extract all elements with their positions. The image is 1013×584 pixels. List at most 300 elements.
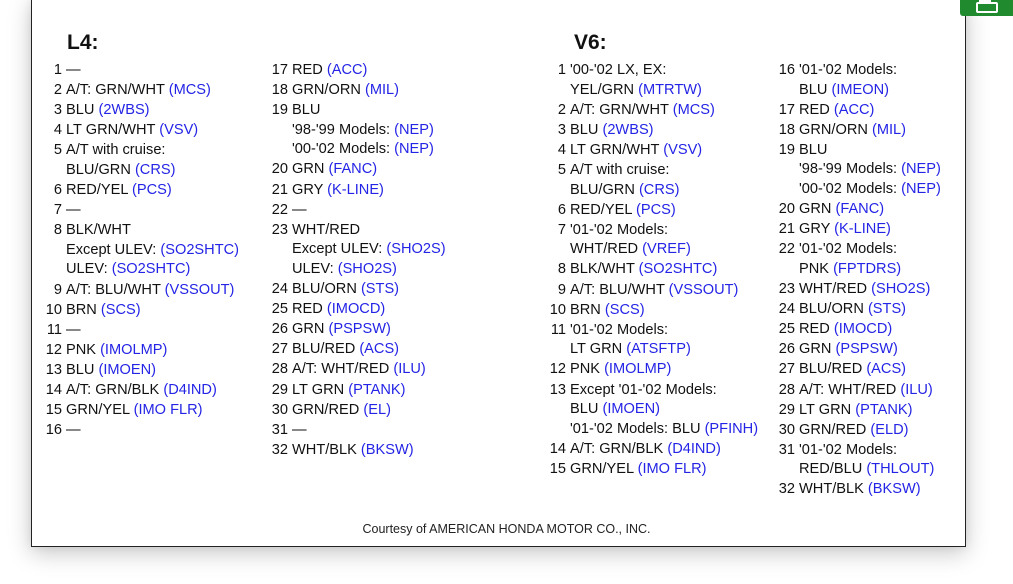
pin-entry: [42, 401, 239, 421]
pin-number: 31: [778, 441, 795, 458]
description-line: [66, 61, 81, 81]
pin-number: 16: [778, 62, 795, 78]
pin-entry: [42, 61, 239, 81]
description-line: [799, 320, 892, 340]
wire-color: GRY: [292, 181, 328, 198]
pin-description: [799, 101, 874, 121]
wire-color: RED: [799, 321, 834, 338]
pin-entry: [42, 301, 239, 321]
wire-color: WHT/BLK: [292, 441, 361, 458]
pin-entry: [268, 160, 446, 180]
pin-entry: [775, 320, 941, 340]
description-line: [66, 381, 217, 401]
pin-entry: [546, 360, 758, 380]
description-line: [292, 401, 391, 421]
wire-color: GRN/YEL: [66, 402, 134, 419]
wire-color: A/T: GRN/WHT: [66, 82, 169, 99]
wire-color: YEL/GRN: [570, 81, 639, 98]
pin-description: [292, 181, 384, 201]
wire-color: BLU/ORN: [292, 281, 361, 298]
circuit-code: (CRS): [638, 181, 680, 198]
description-line: [292, 360, 426, 380]
pin-number: 23: [778, 281, 795, 298]
wire-color: '00-'02 LX, EX:: [570, 62, 667, 78]
circuit-code: (SHO2S): [386, 241, 446, 258]
pin-number: 8: [557, 261, 566, 278]
description-line: [292, 381, 406, 401]
wire-color: LT GRN/WHT: [570, 141, 664, 158]
pin-description: [66, 201, 81, 221]
description-line: [66, 141, 175, 161]
pin-number: 21: [778, 221, 795, 238]
description-line: [570, 340, 691, 360]
wire-color: BLU/RED: [799, 361, 867, 378]
circuit-code: (2WBS): [602, 121, 654, 138]
description-line: [292, 300, 385, 320]
description-line: [292, 140, 434, 160]
v6-pin-column-1: [546, 61, 758, 480]
wire-color: WHT/BLK: [799, 481, 868, 498]
description-line: [799, 180, 941, 200]
pin-description: [66, 221, 239, 280]
description-line: [799, 160, 941, 180]
l4-pin-column-2: [268, 61, 446, 461]
pin-number: 7: [53, 202, 62, 219]
circuit-code: (STS): [867, 301, 907, 318]
description-line: [66, 101, 150, 121]
wire-color: LT GRN/WHT: [66, 122, 160, 139]
pin-entry: [775, 360, 941, 380]
wire-color: PNK: [799, 260, 834, 277]
pin-entry: [42, 121, 239, 141]
description-line: [292, 61, 367, 81]
wire-color: '01-'02 Models: BLU: [570, 420, 705, 437]
description-line: [570, 181, 679, 201]
pin-number: 10: [45, 301, 62, 318]
pin-entry: [546, 141, 758, 161]
circuit-code: (IMEON): [831, 81, 890, 98]
pin-description: [66, 301, 141, 321]
description-line: [799, 460, 934, 480]
wire-color: Except '01-'02 Models:: [570, 381, 717, 398]
description-line: [292, 101, 434, 121]
pin-number: 18: [271, 82, 288, 99]
pin-number: 28: [778, 381, 795, 398]
pin-entry: [546, 221, 758, 260]
description-line: [799, 441, 934, 461]
pin-number: 25: [778, 321, 795, 338]
description-line: [799, 81, 897, 101]
circuit-code: (IMO FLR): [637, 460, 707, 477]
pin-number: 23: [271, 221, 288, 238]
wire-color: A/T with cruise:: [570, 161, 670, 178]
wire-color: A/T: BLU/WHT: [66, 281, 165, 298]
pin-number: 9: [53, 281, 62, 298]
pin-entry: [42, 141, 239, 180]
circuit-code: (NEP): [901, 181, 941, 198]
description-line: [66, 361, 156, 381]
circuit-code: (ELD): [870, 421, 909, 438]
pin-entry: [775, 141, 941, 200]
wire-color: LT GRN: [799, 401, 856, 418]
wire-color: '01-'02 Models:: [570, 321, 669, 338]
circuit-code: (MIL): [871, 121, 907, 138]
pin-entry: [775, 200, 941, 220]
description-line: [799, 280, 930, 300]
pin-description: [799, 240, 901, 279]
pin-description: [570, 260, 717, 280]
description-line: [570, 301, 645, 321]
circuit-code: (ATSFTP): [626, 341, 691, 358]
wire-color: Except ULEV:: [292, 241, 387, 258]
wire-color: A/T: BLU/WHT: [570, 281, 669, 298]
pin-entry: [268, 221, 446, 280]
wire-color: GRY: [799, 221, 835, 238]
wire-color: A/T: GRN/BLK: [66, 382, 164, 398]
circuit-code: (MCS): [168, 82, 211, 99]
pin-entry: [42, 341, 239, 361]
wire-color: WHT/RED: [570, 241, 643, 258]
description-line: [292, 421, 307, 441]
pin-number: 22: [271, 201, 288, 218]
description-line: [570, 101, 715, 121]
pin-number: 5: [557, 161, 566, 178]
circuit-code: (ACC): [833, 101, 875, 118]
pin-description: [570, 101, 715, 121]
pin-entry: [775, 240, 941, 279]
wire-color: —: [66, 202, 81, 219]
pin-number: 3: [53, 102, 62, 119]
description-line: [799, 240, 901, 260]
pin-description: [292, 340, 399, 360]
pin-entry: [268, 401, 446, 421]
pin-description: [66, 121, 198, 141]
pin-number: 30: [271, 401, 288, 418]
circuit-code: (MIL): [364, 82, 400, 99]
wire-color: —: [66, 422, 81, 439]
pin-entry: [42, 421, 239, 441]
description-line: [66, 301, 141, 321]
section-title-v6: V6:: [574, 31, 607, 54]
pin-description: [570, 381, 758, 440]
circuit-code: (ACS): [359, 341, 400, 358]
print-button[interactable]: [960, 0, 1013, 16]
circuit-code: (MCS): [672, 101, 715, 118]
pin-number: 11: [46, 321, 62, 338]
pin-number: 15: [549, 460, 566, 477]
pin-entry: [42, 381, 239, 401]
pin-entry: [546, 201, 758, 221]
circuit-code: (SHO2S): [337, 260, 397, 277]
description-line: [292, 201, 307, 221]
pin-description: [570, 440, 721, 460]
wire-color: LT GRN: [570, 341, 627, 358]
circuit-code: (K-LINE): [327, 181, 384, 198]
description-line: [292, 160, 377, 180]
pin-entry: [268, 181, 446, 201]
circuit-code: (2WBS): [98, 102, 150, 119]
wire-color: RED/YEL: [66, 182, 132, 199]
pin-description: [292, 360, 426, 380]
description-line: [799, 360, 906, 380]
wire-color: BLK/WHT: [66, 222, 131, 239]
wire-color: RED/BLU: [799, 461, 867, 478]
description-line: [292, 81, 399, 101]
pin-number: 4: [557, 141, 566, 158]
description-line: [799, 220, 891, 240]
pin-description: [799, 320, 892, 340]
pin-number: 11: [550, 321, 566, 338]
pin-number: 10: [549, 301, 566, 318]
pin-description: [66, 381, 217, 401]
pin-number: 4: [53, 122, 62, 139]
description-line: [799, 200, 884, 220]
description-line: [799, 141, 941, 161]
wire-color: '98-'99 Models:: [292, 121, 395, 138]
wire-color: A/T with cruise:: [66, 142, 166, 159]
circuit-code: (CRS): [134, 161, 176, 178]
pin-entry: [42, 101, 239, 121]
pin-entry: [775, 280, 941, 300]
pin-number: 22: [778, 241, 795, 258]
circuit-code: (FANC): [835, 201, 885, 218]
pin-number: 8: [53, 222, 62, 239]
wire-color: '01-'02 Models:: [799, 441, 898, 458]
pin-entry: [268, 101, 446, 160]
circuit-code: (ACC): [326, 62, 368, 78]
wire-color: WHT/RED: [799, 281, 872, 298]
wire-color: GRN: [799, 201, 836, 218]
wire-color: GRN/RED: [292, 401, 364, 418]
description-line: [570, 360, 671, 380]
pin-entry: [775, 61, 941, 100]
circuit-code: (PSPSW): [328, 321, 391, 338]
description-line: [66, 281, 234, 301]
wire-color: RED/YEL: [570, 201, 636, 218]
circuit-code: (VREF): [642, 241, 691, 258]
pin-description: [570, 281, 738, 301]
pin-entry: [268, 320, 446, 340]
pin-description: [570, 201, 676, 221]
description-line: [570, 201, 676, 221]
wire-color: Except ULEV:: [66, 241, 161, 258]
pin-entry: [546, 101, 758, 121]
pin-entry: [268, 280, 446, 300]
circuit-code: (FANC): [328, 161, 378, 178]
wire-color: A/T: WHT/RED: [799, 381, 901, 398]
description-line: [66, 81, 211, 101]
wire-color: GRN: [292, 321, 329, 338]
description-line: [292, 441, 414, 461]
pin-description: [292, 300, 385, 320]
circuit-code: (IMOEN): [602, 401, 661, 418]
pin-entry: [546, 381, 758, 440]
pin-number: 14: [45, 382, 62, 398]
circuit-code: (SHO2S): [871, 281, 931, 298]
pin-description: [292, 320, 391, 340]
circuit-code: (BKSW): [360, 441, 414, 458]
pin-number: 27: [271, 341, 288, 358]
description-line: [799, 300, 906, 320]
pin-description: [292, 221, 446, 280]
description-line: [799, 121, 906, 141]
pin-entry: [268, 61, 446, 81]
wire-color: GRN: [292, 161, 329, 178]
wire-color: BLU: [799, 81, 832, 98]
credit-text: Courtesy of AMERICAN HONDA MOTOR CO., INC.: [362, 522, 651, 536]
wire-color: GRN/RED: [799, 421, 871, 438]
wire-color: '00-'02 Models:: [799, 181, 902, 198]
circuit-code: (SCS): [604, 301, 645, 318]
pin-description: [570, 360, 671, 380]
description-line: [799, 101, 874, 121]
description-line: [799, 480, 921, 500]
wire-color: BRN: [66, 301, 101, 318]
pin-entry: [268, 381, 446, 401]
pin-number: 27: [778, 361, 795, 378]
pin-number: 16: [45, 422, 62, 439]
description-line: [570, 161, 679, 181]
pin-description: [799, 381, 933, 401]
description-line: [66, 260, 239, 280]
description-line: [570, 400, 758, 420]
wire-color: —: [292, 201, 307, 218]
pin-entry: [775, 300, 941, 320]
pin-entry: [546, 440, 758, 460]
circuit-code: (VSV): [663, 141, 703, 158]
pin-entry: [42, 321, 239, 341]
wire-color: BRN: [570, 301, 605, 318]
pin-number: 13: [549, 381, 566, 398]
circuit-code: (SO2SHTC): [111, 261, 191, 278]
description-line: [66, 401, 203, 421]
pin-number: 20: [778, 201, 795, 218]
description-line: [66, 181, 172, 201]
circuit-code: (PTANK): [348, 381, 406, 398]
wire-color: BLU: [66, 102, 99, 119]
pin-description: [66, 421, 81, 441]
wire-color: BLK/WHT: [570, 261, 639, 278]
wire-color: LT GRN: [292, 381, 349, 398]
pin-number: 2: [53, 82, 62, 99]
pin-number: 12: [45, 341, 62, 358]
wire-color: —: [66, 62, 81, 78]
circuit-code: (FPTDRS): [833, 260, 902, 277]
pin-number: 13: [45, 361, 62, 378]
pin-description: [66, 281, 234, 301]
pin-entry: [775, 121, 941, 141]
l4-pin-column-1: [42, 61, 239, 441]
description-line: [570, 460, 707, 480]
wire-color: A/T: WHT/RED: [292, 361, 394, 378]
circuit-code: (K-LINE): [834, 221, 891, 238]
pin-entry: [268, 421, 446, 441]
wire-color: ULEV:: [292, 260, 338, 277]
wire-color: '98-'99 Models:: [799, 161, 902, 178]
pin-entry: [268, 300, 446, 320]
pin-description: [66, 81, 211, 101]
wire-color: —: [292, 421, 307, 438]
pin-description: [292, 160, 377, 180]
pin-entry: [546, 301, 758, 321]
description-line: [292, 340, 399, 360]
circuit-code: (D4IND): [667, 440, 721, 457]
wire-color: BLU: [570, 121, 603, 138]
description-line: [799, 381, 933, 401]
wire-color: ULEV:: [66, 261, 112, 278]
pin-entry: [268, 201, 446, 221]
pin-entry: [42, 221, 239, 280]
pin-description: [570, 161, 679, 200]
pin-description: [799, 280, 930, 300]
wire-color: A/T: GRN/BLK: [570, 440, 668, 457]
pin-entry: [775, 421, 941, 441]
wire-color: RED: [799, 101, 834, 118]
pin-description: [570, 460, 707, 480]
circuit-code: (ILU): [393, 361, 426, 378]
wire-color: WHT/RED: [292, 221, 361, 238]
pin-description: [66, 141, 175, 180]
wire-color: BLU/GRN: [570, 181, 639, 198]
description-line: [570, 61, 702, 81]
circuit-code: (D4IND): [163, 382, 217, 398]
pin-number: 28: [271, 361, 288, 378]
pin-description: [292, 81, 399, 101]
pin-description: [799, 300, 906, 320]
description-line: [570, 381, 758, 401]
pin-number: 19: [271, 102, 288, 119]
pin-description: [799, 141, 941, 200]
pin-number: 17: [778, 101, 795, 118]
pin-entry: [546, 161, 758, 200]
circuit-code: (PSPSW): [835, 341, 898, 358]
pin-number: 29: [778, 401, 795, 418]
pin-description: [66, 401, 203, 421]
wire-color: GRN/ORN: [292, 82, 365, 99]
circuit-code: (PTANK): [855, 401, 913, 418]
pin-description: [66, 341, 167, 361]
pin-entry: [546, 460, 758, 480]
description-line: [66, 241, 239, 261]
pin-number: 6: [53, 182, 62, 199]
wire-color: RED: [292, 62, 327, 78]
circuit-code: (SO2SHTC): [638, 261, 718, 278]
pin-entry: [775, 101, 941, 121]
pin-number: 24: [778, 301, 795, 318]
description-line: [570, 420, 758, 440]
pin-number: 20: [271, 161, 288, 178]
pin-description: [570, 301, 645, 321]
pin-description: [799, 200, 884, 220]
pin-entry: [546, 260, 758, 280]
description-line: [292, 280, 399, 300]
pin-entry: [775, 340, 941, 360]
pin-number: 12: [549, 361, 566, 378]
pin-description: [570, 121, 654, 141]
pin-entry: [42, 201, 239, 221]
pin-description: [292, 280, 399, 300]
pin-description: [292, 441, 414, 461]
circuit-code: (SCS): [100, 301, 141, 318]
pin-description: [799, 421, 908, 441]
pin-entry: [546, 61, 758, 100]
pin-number: 26: [271, 321, 288, 338]
pin-entry: [546, 281, 758, 301]
pin-entry: [42, 281, 239, 301]
pin-number: 14: [549, 440, 566, 457]
pin-entry: [268, 441, 446, 461]
circuit-code: (MTRTW): [638, 81, 702, 98]
